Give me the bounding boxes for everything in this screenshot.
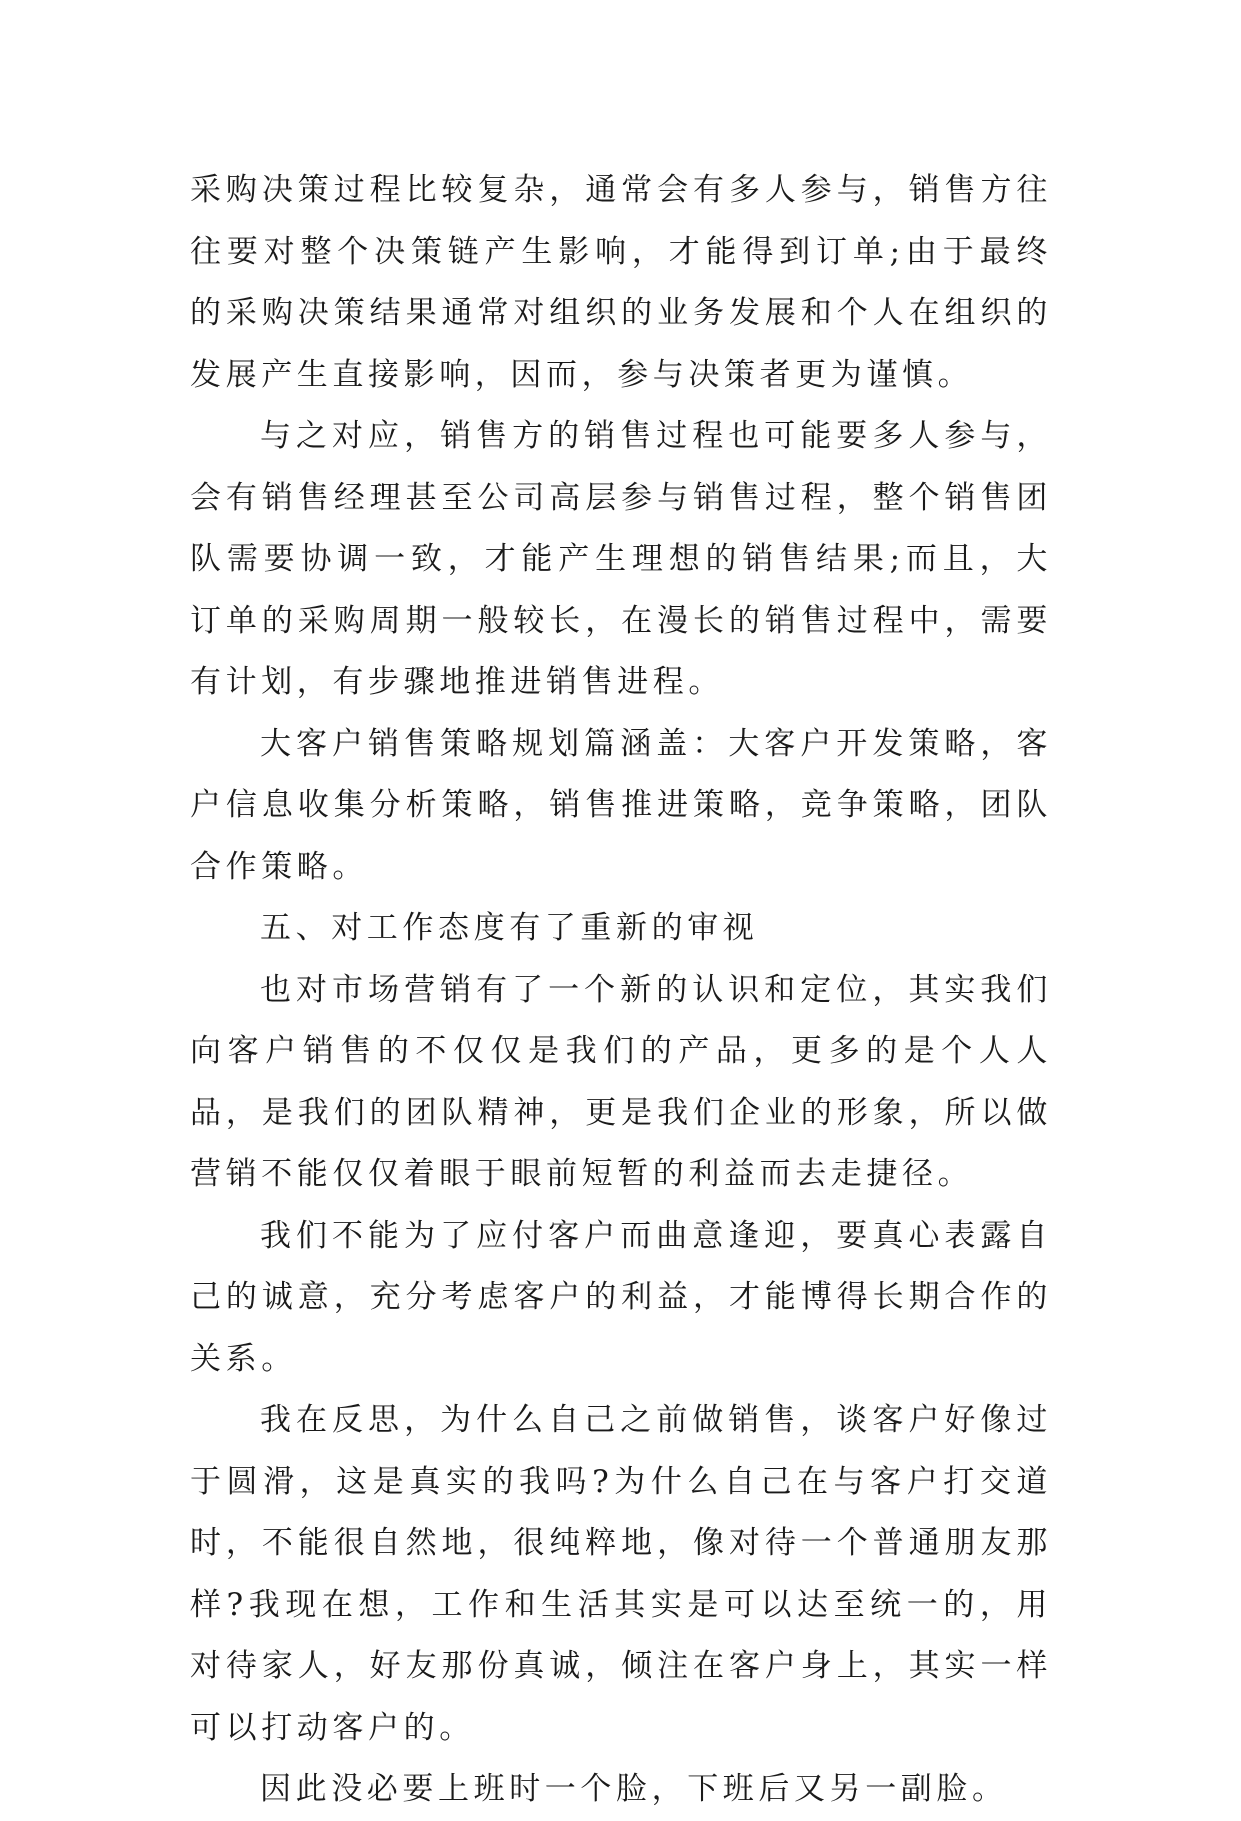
paragraph-sales-team: 与之对应，销售方的销售过程也可能要多人参与，会有销售经理甚至公司高层参与销售过程，整个销售团队需要协调一致，才能产生理想的销售结果;而且，大订单的采购周期一般较长，在漫长的销售过程中，需要有计划，有步骤地推进销售进程。 [190, 418, 1052, 700]
paragraph-reflection: 我在反思，为什么自己之前做销售，谈客户好像过于圆滑，这是真实的我吗?为什么自己在与客户打交道时，不能很自然地，很纯粹地，像对待一个普通朋友那样?我现在想，工作和生活其实是可以达至统一的，用对待家人，好友那份真诚，倾注在客户身上，其实一样可以打动客户的。 [190, 1402, 1052, 1746]
document-body [190, 160, 1052, 1821]
paragraph-conclusion: 因此没必要上班时一个脸，下班后又另一副脸。 [260, 1771, 1008, 1807]
paragraph-marketing-view: 也对市场营销有了一个新的认识和定位，其实我们向客户销售的不仅仅是我们的产品，更多的是个人人品，是我们的团队精神，更是我们企业的形象，所以做营销不能仅仅着眼于眼前短暂的利益而去走捷径。 [190, 971, 1052, 1192]
paragraph-sincerity: 我们不能为了应付客户而曲意逢迎，要真心表露自己的诚意，充分考虑客户的利益，才能博得长期合作的关系。 [190, 1217, 1052, 1377]
paragraph-strategy-scope: 大客户销售策略规划篇涵盖：大客户开发策略，客户信息收集分析策略，销售推进策略，竞争策略，团队合作策略。 [190, 725, 1052, 885]
section-heading-attitude: 五、对工作态度有了重新的审视 [260, 910, 759, 946]
paragraph-decision-process: 采购决策过程比较复杂，通常会有多人参与，销售方往往要对整个决策链产生影响，才能得到订单;由于最终的采购决策结果通常对组织的业务发展和个人在组织的发展产生直接影响，因而，参与决策者更为谨慎。 [190, 172, 1052, 393]
